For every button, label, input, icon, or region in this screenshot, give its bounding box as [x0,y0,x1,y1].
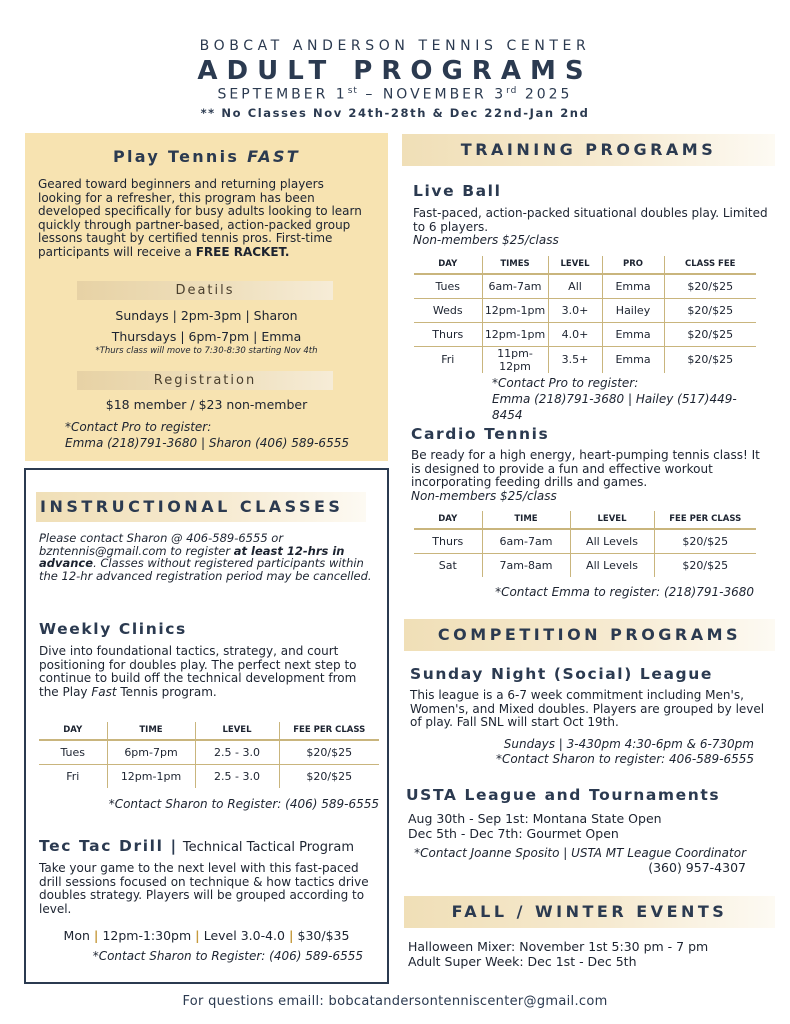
cardio-contact: *Contact Emma to register: (218)791-3680 [495,585,754,599]
usta-contact1: *Contact Joanne Sposito | USTA MT League Coordinator [414,846,746,860]
table-header: TIME [107,722,195,740]
dates-sup1: st [347,86,358,96]
table-cell: 12pm-1pm [482,322,548,346]
events-list [408,939,708,969]
tec-tac-desc: Take your game to the next level with this fast-paced drill sessions focused on technique & how tactics drive doubles strategy. Players will be grouped according to level. [39,861,369,916]
table-row [414,274,756,298]
table-cell: 2.5 - 3.0 [195,740,279,764]
live-contact-line2: Emma (218)791-3680 | Hailey (517)449-8454 [492,392,737,422]
table-cell: 7am-8am [482,553,570,577]
ptf-price: $18 member / $23 non-member [105,397,308,412]
table-header: DAY [414,511,482,529]
table-cell: 4.0+ [548,322,602,346]
tec-level: Level 3.0-4.0 [203,928,285,943]
live-ball-title: Live Ball [413,182,502,200]
table-cell: 12pm-1pm [482,298,548,322]
training-header: TRAINING PROGRAMS [402,134,775,166]
weekly-desc-italic: Fast [91,684,117,699]
separator: | [195,928,200,943]
table-row [39,764,379,788]
live-ball-contact [492,375,762,423]
table-cell: Fri [414,346,482,373]
table-cell: Fri [39,764,107,788]
snl-contact: *Contact Sharon to register: 406-589-6555 [495,752,754,766]
table-cell: $20/$25 [306,769,353,783]
ptf-schedule-thursday: Thursdays | 6pm-7pm | Emma [111,329,302,344]
season-dates [0,86,790,103]
ptf-contact-line1: *Contact Pro to register: [65,420,212,434]
usta-line2: Dec 5th - Dec 7th: Gourmet Open [408,826,619,841]
table-cell: $20/$25 [664,298,756,322]
table-cell: Hailey [602,298,664,322]
intro-part1: Please contact Sharon @ 406-589-6555 or bzntennis@gmail.com to register [39,531,284,558]
intro-bold: at least 12-hrs in advance [39,543,345,571]
instructional-intro [39,532,374,582]
table-cell: All Levels [570,553,654,577]
competition-header: COMPETITION PROGRAMS [404,619,775,651]
details-label: Deatils [77,281,333,300]
usta-contact2: (360) 957-4307 [648,860,746,875]
weekly-contact: *Contact Sharon to Register: (406) 589-6555 [108,797,379,811]
snl-title: Sunday Night (Social) League [410,665,713,683]
table-header-row [39,722,379,740]
table-cell: 6pm-7pm [107,740,195,764]
table-header: TIME [482,511,570,529]
no-classes-note: ** No Classes Nov 24th-28th & Dec 22nd-Jan 2nd [200,106,590,120]
table-cell: 3.5+ [548,346,602,373]
ptf-schedule-note: *Thurs class will move to 7:30-8:30 starting Nov 4th [95,346,318,356]
table-cell: Emma [602,346,664,373]
dates-part2: – NOVEMBER 3 [357,86,507,103]
table-header: DAY [39,722,107,740]
table-cell: All Levels [570,529,654,553]
live-ball-table [414,256,756,373]
dates-part1: SEPTEMBER 1 [217,86,348,103]
weekly-clinics-table [39,722,379,788]
table-header: FEE PER CLASS [654,511,756,529]
table-cell: All [548,274,602,298]
registration-label: Registration [77,371,333,390]
dates-sup2: rd [506,86,518,96]
events-header: FALL / WINTER EVENTS [404,896,775,928]
ptf-desc-bold: FREE RACKET. [195,244,290,259]
tec-tac-heading [39,836,384,855]
table-header: LEVEL [570,511,654,529]
tec-time: 12pm-1:30pm [102,928,192,943]
table-row [414,298,756,322]
table-header: FEE PER CLASS [279,722,379,740]
table-cell: Tues [414,274,482,298]
ptf-title-part1: Play Tennis [112,147,248,166]
ptf-description [38,178,368,260]
snl-desc: This league is a 6-7 week commitment including Men's, Women's, and Mixed doubles. Players are grouped by level of play. Fall SNL will start Oct 19th. [410,688,765,730]
table-cell: $20/$25 [279,740,379,764]
table-cell: 6am-7am [482,274,548,298]
dates-part3: 2025 [517,86,573,103]
table-cell: 6am-7am [482,529,570,553]
table-row [39,740,379,764]
usta-line1: Aug 30th - Sep 1st: Montana State Open [408,811,662,826]
table-header: TIMES [482,256,548,274]
instructional-classes-panel [24,468,389,984]
page-title: ADULT PROGRAMS [197,56,593,86]
usta-title: USTA League and Tournaments [406,786,721,804]
table-cell: Weds [414,298,482,322]
table-cell: Thurs [414,322,482,346]
table-cell: Emma [602,322,664,346]
table-cell: 12pm-1pm [107,764,195,788]
weekly-desc-part1: Dive into foundational tactics, strategy, and court positioning for doubles play. The perfect next step to continue to build off the technical development from the Play [39,644,357,699]
weekly-clinics-title: Weekly Clinics [39,620,187,638]
table-cell: $20/$25 [664,322,756,346]
ptf-contact-line2: Emma (218)791-3680 | Sharon (406) 589-6555 [65,436,349,450]
table-cell: Sat [414,553,482,577]
tec-tac-title: Tec Tac Drill | [39,837,178,855]
ptf-desc-text: Geared toward beginners and returning players looking for a refresher, this program has been developed specifically for busy adults looking to learn quickly through partner-based, action-packed group lessons taught by certified tennis pros. First-time participants will receive a [38,177,362,259]
usta-events [408,811,662,841]
footer-contact: For questions emaill: bobcatandersontenniscenter@gmail.com [182,994,608,1009]
table-cell: Tues [39,740,107,764]
tec-tac-subtitle: Technical Tactical Program [182,840,354,855]
table-row [414,346,756,373]
table-row [414,322,756,346]
play-tennis-fast-panel [25,133,388,461]
live-contact-line1: *Contact Pro to register: [492,376,639,390]
ptf-schedule-sunday: Sundays | 2pm-3pm | Sharon [115,308,298,323]
table-cell: 3.0+ [548,298,602,322]
intro-part2: . Classes without registered participants within the 12-hr advanced registration period may be cancelled. [39,556,372,583]
table-cell: $20/$25 [687,353,734,366]
ptf-title-fast: FAST [247,147,300,166]
ptf-title [25,147,388,166]
tec-day: Mon [63,928,90,943]
tec-fee: $30/$35 [297,928,350,943]
weekly-desc-part2: Tennis program. [116,684,217,699]
table-header-row [414,256,756,274]
table-cell: Emma [602,274,664,298]
event-halloween: Halloween Mixer: November 1st 5:30 pm - 7 pm [408,939,709,954]
table-row [414,553,756,577]
separator: | [288,928,294,943]
table-header: DAY [414,256,482,274]
live-ball-price: Non-members $25/class [413,233,559,247]
table-cell: $20/$25 [682,558,729,572]
event-super-week: Adult Super Week: Dec 1st - Dec 5th [408,954,637,969]
table-cell: 2.5 - 3.0 [195,764,279,788]
live-ball-desc: Fast-paced, action-packed situational doubles play. Limited to 6 players. [413,206,768,234]
table-cell: $20/$25 [654,529,756,553]
table-header: LEVEL [195,722,279,740]
weekly-clinics-desc [39,645,379,699]
table-cell: 11pm-12pm [482,346,548,373]
cardio-tennis-title: Cardio Tennis [411,425,550,443]
tec-contact: *Contact Sharon to Register: (406) 589-6555 [92,949,363,963]
ptf-contact [65,419,385,451]
snl-times: Sundays | 3-430pm 4:30-6pm & 6-730pm [503,737,754,751]
cardio-tennis-desc: Be ready for a high energy, heart-pumping tennis class! It is designed to provide a fun and effective workout incorporating feeding drills and games. [411,448,760,490]
tec-tac-schedule [26,928,387,943]
separator: | [93,928,99,943]
cardio-tennis-table [414,511,756,577]
table-row [414,529,756,553]
table-header-row [414,511,756,529]
table-header: CLASS FEE [664,256,756,274]
cardio-tennis-price: Non-members $25/class [411,489,557,503]
center-name: BOBCAT ANDERSON TENNIS CENTER [199,38,591,54]
table-header: LEVEL [548,256,602,274]
instructional-header: INSTRUCTIONAL CLASSES [36,492,366,522]
table-cell: $20/$25 [664,274,756,298]
table-header: PRO [602,256,664,274]
table-cell: Thurs [414,529,482,553]
